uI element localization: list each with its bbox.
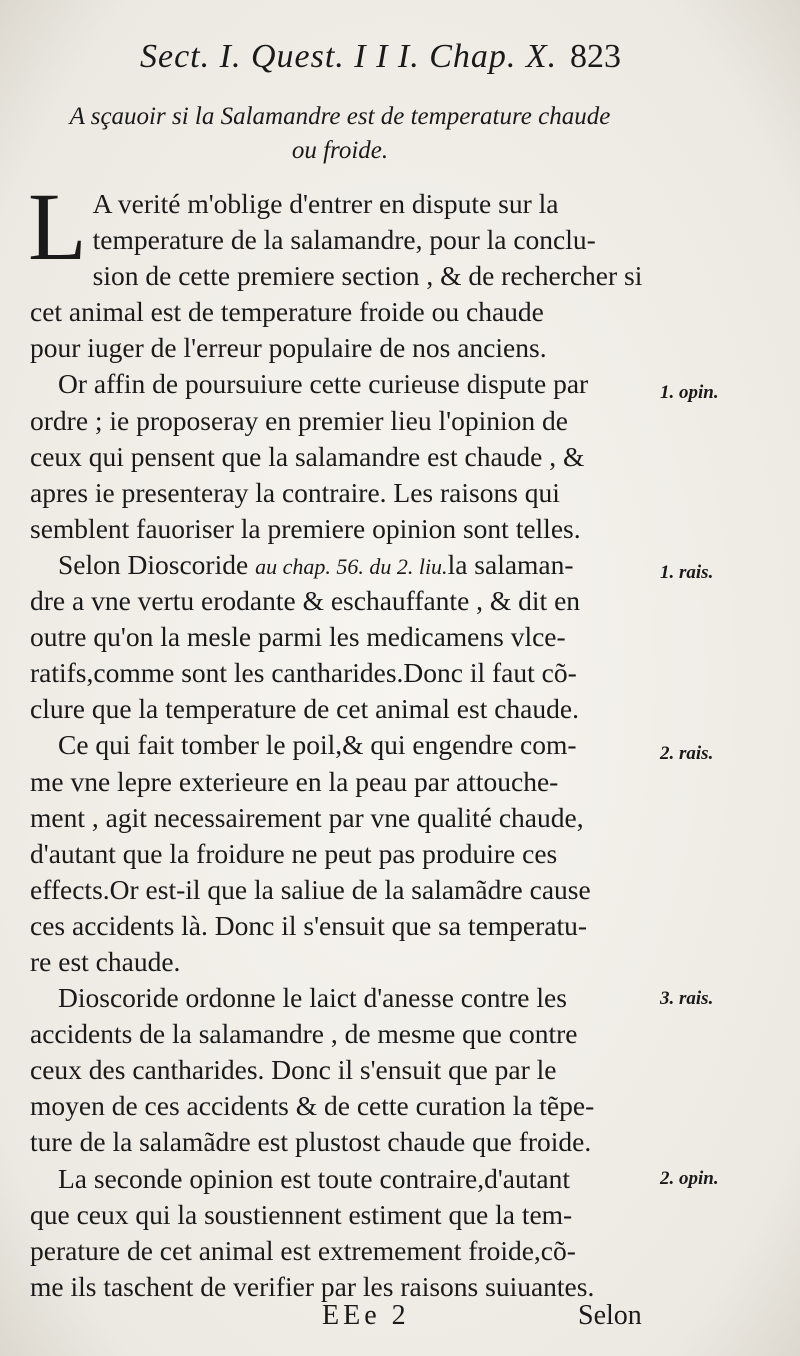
text-line: La seconde opinion est toute contraire,d'autant [58,1162,570,1194]
drop-capital: L [28,173,87,280]
text-line: pour iuger de l'erreur populaire de nos anciens. [30,332,547,364]
text-segment: la salaman- [447,548,574,580]
text-line: accidents de la salamandre , de mesme que contre [30,1018,578,1050]
text-line: outre qu'on la mesle parmi les medicamens vlce- [30,621,566,653]
running-head [0,38,800,88]
text-line: temperature de la salamandre, pour la conclu- [92,224,596,256]
page-footer [0,1300,800,1340]
paragraph-4 [30,727,642,980]
margin-note: 2. opin. [660,1168,719,1189]
chapter-heading [30,100,650,168]
text-line: perature de cet animal est extremement froide,cõ- [30,1234,576,1266]
text-line: apres ie presenteray la contraire. Les raisons qui [30,476,560,508]
text-line: moyen de ces accidents & de cette curation la tẽpe- [30,1090,595,1122]
paragraph-5 [30,980,642,1160]
signature-mark: EEe 2 [322,1300,410,1331]
text-line: ces accidents là. Donc il s'ensuit que sa temperatu- [30,909,588,941]
paragraph-2 [30,366,642,546]
text-segment: Selon Dioscoride [58,548,256,580]
text-line: ordre ; ie proposeray en premier lieu l'opinion de [30,404,568,436]
text-line: clure que la temperature de cet animal est chaude. [30,693,579,725]
text-line: ture de la salamãdre est plustost chaude que froide. [30,1126,592,1158]
text-line: dre a vne vertu erodante & eschauffante , & dit en [30,585,581,617]
text-line: me ils taschent de verifier par les raisons suiuantes. [30,1270,595,1302]
page-number: 823 [570,38,621,75]
margin-note: 2. rais. [660,743,714,764]
text-line: sion de cette premiere section , & de rechercher si [92,260,643,292]
margin-note: 3. rais. [660,988,714,1009]
text-line: semblent fauoriser la premiere opinion sont telles. [30,512,581,544]
paragraph-1 [28,173,643,366]
text-line: cet animal est de temperature froide ou chaude [30,296,544,328]
text-line: ratifs,comme sont les cantharides.Donc il faut cõ- [30,657,577,689]
paragraph-3 [30,547,642,727]
text-line: re est chaude. [30,945,181,977]
text-line: Dioscoride ordonne le laict d'anesse contre les [58,982,567,1014]
running-head-title: Sect. I. Quest. I I I. Chap. X. [140,38,558,75]
paragraph-6 [30,1161,642,1305]
text-line: ment , agit necessairement par vne qualité chaude, [30,801,584,833]
text-line: que ceux qui la soustiennent estiment que la tem- [30,1198,573,1230]
text-line: d'autant que la froidure ne peut pas produire ces [30,837,558,869]
body-text [28,173,643,1305]
catchword: Selon [578,1300,642,1331]
margin-note: 1. rais. [660,562,714,583]
citation: au chap. 56. du 2. liu. [255,553,448,579]
text-line: Or affin de poursuiure cette curieuse dispute par [58,368,589,400]
text-line: ceux qui pensent que la salamandre est chaude , & [30,440,585,472]
text-line: me vne lepre exterieure en la peau par attouche- [30,765,559,797]
text-line: A verité m'oblige d'entrer en dispute sur la [92,188,559,219]
text-line [30,547,642,583]
text-line: Ce qui fait tomber le poil,& qui engendre com- [58,729,577,761]
chapter-heading-line-2: ou froide. [291,137,389,164]
margin-note: 1. opin. [660,382,719,403]
chapter-heading-line-1: A sçauoir si la Salamandre est de temperature chaude [69,103,611,130]
text-line: ceux des cantharides. Donc il s'ensuit que par le [30,1054,557,1086]
text-line: effects.Or est-il que la saliue de la salamãdre cause [30,873,591,905]
